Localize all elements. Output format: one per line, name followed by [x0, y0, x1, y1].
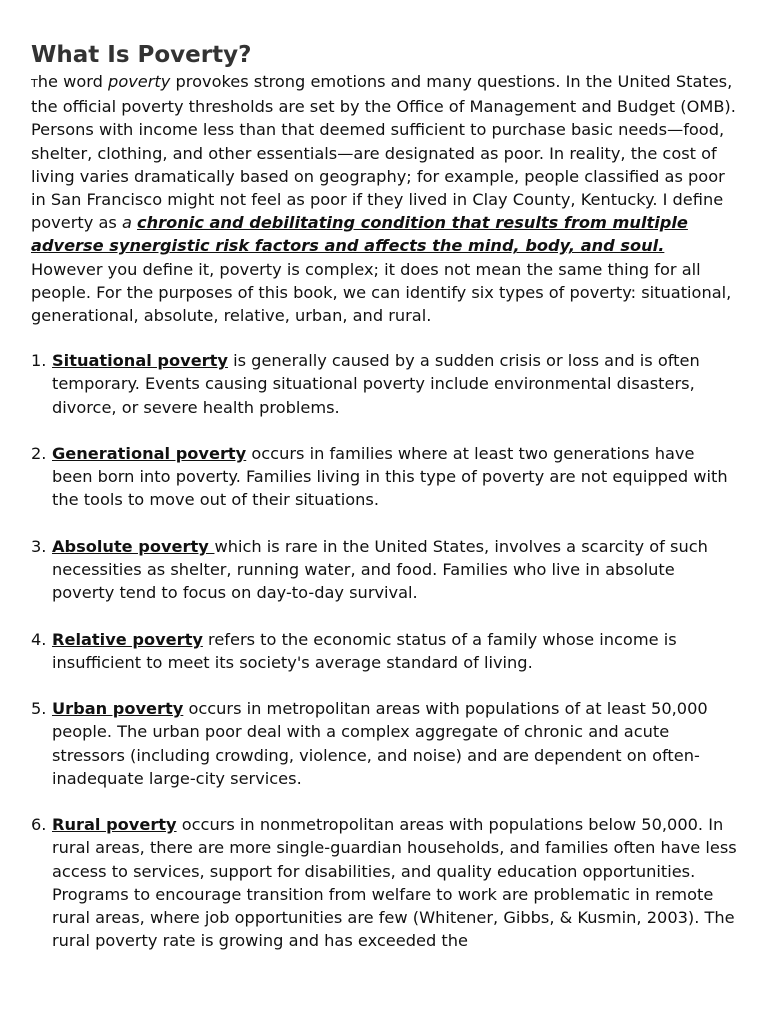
list-number: 2. — [31, 444, 47, 464]
list-item — [31, 442, 738, 512]
list-text: occurs in nonmetropolitan areas with populations below 50,000. In rural areas, there are more single-guardian households, and families often have less access to services, support for disabilities, and quality education opportunities. Programs to encourage transition from welfare to work are problematic in remote rural areas, where job opportunities are few (Whitener, Gibbs, & Kusmin, 2003). The rural poverty rate is growing and has exceeded the — [52, 815, 737, 951]
list-number: 6. — [31, 815, 47, 835]
intro-italic-word: poverty — [108, 72, 171, 91]
list-item — [31, 697, 738, 790]
list-number: 4. — [31, 629, 47, 649]
list-term: Relative poverty — [52, 629, 203, 649]
intro-paragraph — [31, 70, 738, 327]
list-item — [31, 813, 738, 952]
page-title: What Is Poverty? — [31, 42, 252, 68]
list-term: Rural poverty — [52, 815, 177, 835]
intro-text-3: However you define it, poverty is complex; it does not mean the same thing for all people. For the purposes of this book, we can identify six types of poverty: situational, generational, absolute, relative, urban, and rural. — [31, 259, 732, 326]
list-term: Situational poverty — [52, 351, 228, 371]
list-item — [31, 628, 738, 674]
drop-letter: T — [31, 77, 38, 90]
list-term: Urban poverty — [52, 699, 184, 719]
intro-text-1: he word — [37, 72, 109, 91]
list-text: which is rare in the United States, involves a scarcity of such necessities as shelter, running water, and food. Families who live in absolute poverty tend to focus on day-to-day survival. — [52, 536, 708, 603]
list-text: refers to the economic status of a family whose income is insufficient to meet its society's average standard of living. — [52, 629, 677, 672]
list-text: is generally caused by a sudden crisis or loss and is often temporary. Events causing situational poverty include environmental disasters, divorce, or severe health problems. — [52, 351, 700, 417]
list-term: Generational poverty — [52, 444, 247, 464]
list-item — [31, 349, 738, 419]
list-number: 5. — [31, 699, 47, 719]
list-term: Absolute poverty — [52, 536, 215, 556]
list-text: occurs in metropolitan areas with populations of at least 50,000 people. The urban poor deal with a complex aggregate of chronic and acute stressors (including crowding, violence, and noise) and are dependent on often-inadequate large-city services. — [52, 699, 708, 788]
intro-italic-a: a — [121, 213, 132, 233]
poverty-types-list — [31, 349, 738, 952]
list-number: 1. — [31, 351, 47, 371]
poverty-definition: chronic and debilitating condition that results from multiple adverse synergistic risk factors and affects the mind, body, and soul. — [31, 213, 688, 256]
list-text: occurs in families where at least two generations have been born into poverty. Families living in this type of poverty are not equipped with the tools to move out of their situations. — [52, 444, 728, 510]
list-number: 3. — [31, 536, 47, 556]
intro-text-2: provokes strong emotions and many questions. In the United States, the official poverty thresholds are set by the Office of Management and Budget (OMB). Persons with income less than that deemed sufficient to purchase basic needs—food, shelter, clothing, and other essentials—are designated as poor. In reality, the cost of living varies dramatically based on geography; for example, people classified as poor in San Francisco might not feel as poor if they lived in Clay County, Kentucky. I define poverty as — [31, 72, 736, 233]
list-item — [31, 535, 738, 605]
